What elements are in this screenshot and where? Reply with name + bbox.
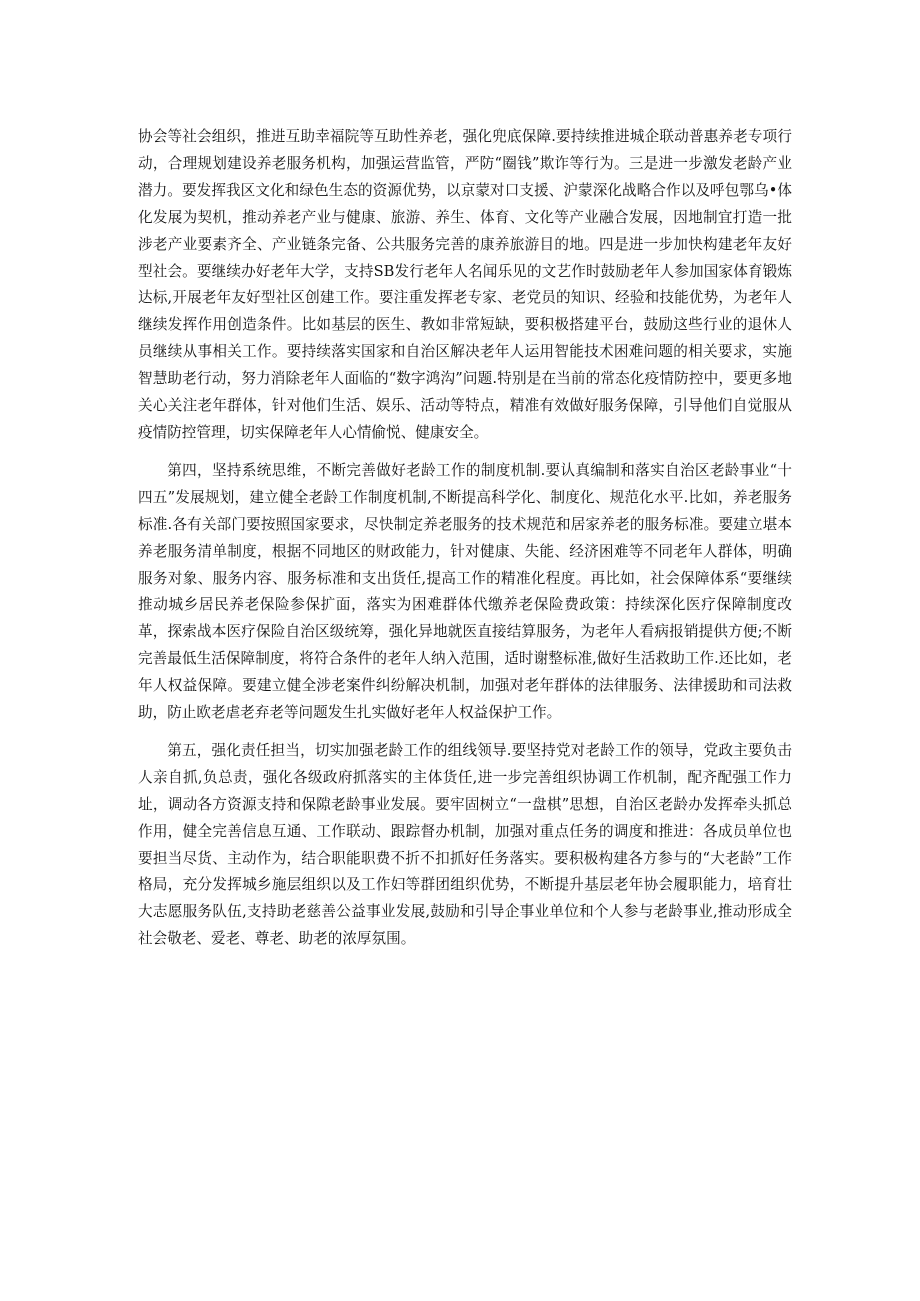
document-body — [138, 124, 792, 964]
paragraph-1: 协会等社会组织，推进互助幸福院等互助性养老，强化兜底保障.要持续推进城企联动普惠养老专项行动，合理规划建设养老服务机构，加强运营监管，严防“圈钱”欺诈等行为。三是进一步激发老龄产业潜力。要发挥我区文化和绿色生态的资源优势，以京蒙对口支援、沪蒙深化战略合作以及呼包鄂乌•体化发展为契机，推动养老产业与健康、旅游、养生、体育、文化等产业融合发展，因地制宜打造一批涉老产业要素齐全、产业链条完备、公共服务完善的康养旅游目的地。四是进一步加快构建老年友好型社会。要继续办好老年大学，支持SB发行老年人名闻乐见的文艺作时鼓励老年人参加国家体育锻炼达标,开展老年友好型社区创建工作。要注重发挥老专家、老党员的知识、经验和技能优势，为老年人继续发挥作用创造条件。比如基层的医生、教如非常短缺，要积极搭建平台，鼓励这些行业的退休人员继续从事相关工作。要持续落实国家和自治区解决老年人运用智能技术困难问题的相关要求，实施智慧助老行动，努力消除老年人面临的“数字鸿沟”问题.特别是在当前的常态化疫情防控中，要更多地关心关注老年群体，针对他们生活、娱乐、活动等特点，精准有效做好服务保障，引导他们自觉服从疫情防控管理，切实保障老年人心情偷悦、健康安全。 — [138, 128, 792, 441]
paragraph-2: 第四，坚持系统思维，不断完善做好老龄工作的制度机制.要认真编制和落实自治区老龄事业“十四五”发展规划，建立健全老龄工作制度机制,不断提高科学化、制度化、规范化水平.比如，养老服务标准.各有关部门要按照国家要求，尽快制定养老服务的技术规范和居家养老的服务标准。要建立堪本养老服务清单制度，根据不同地区的财政能力，针对健康、失能、经济困难等不同老年人群体，明确服务对象、服务内容、服务标准和支出货任,提高工作的精准化程度。再比如，社会保障体系“要继续推动城乡居民养老保险参保扩面，落实为困难群体代缴养老保险费政策：持续深化医疗保障制度改革，探索战本医疗保险自治区级统筹，强化异地就医直接结算服务，为老年人看病报销提供方便;不断完善最低生活保障制度，将符合条件的老年人纳入范围，适时谢整标准,做好生活救助工作.还比如，老年人权益保障。要建立健全涉老案件纠纷解决机制，加强对老年群体的法律服务、法律援助和司法救助，防止欧老虐老弃老等问题发生扎实做好老年人权益保护工作。 — [138, 461, 792, 722]
paragraph-3: 第五，强化责任担当，切实加强老龄工作的组线领导.要坚持党对老龄工作的领导，党政主要负击人亲自抓,负总责，强化各级政府抓落实的主体货任,进一步完善组织协调工作机制，配齐配强工作力址，调动各方资源支持和保隙老龄事业发展。要牢固树立“一盘棋”思想，自治区老龄办发挥牵头抓总作用，健全完善信息互通、工作联动、跟踪督办机制，加强对重点任务的调度和推进：各成员单位也要担当尽货、主动作为，结合职能职费不折不扣抓好任务落实。要积极构建各方参与的“大老龄”工作格局，充分发挥城乡施层组织以及工作妇等群团组织优势，不断提升基层老年协会履职能力，培育壮大志愿服务队伍,支持助老慈善公益事业发展,鼓励和引导企事业单位和个人参与老龄事业,推动形成全社会敬老、爱老、尊老、助老的浓厚氛围。 — [138, 741, 792, 948]
